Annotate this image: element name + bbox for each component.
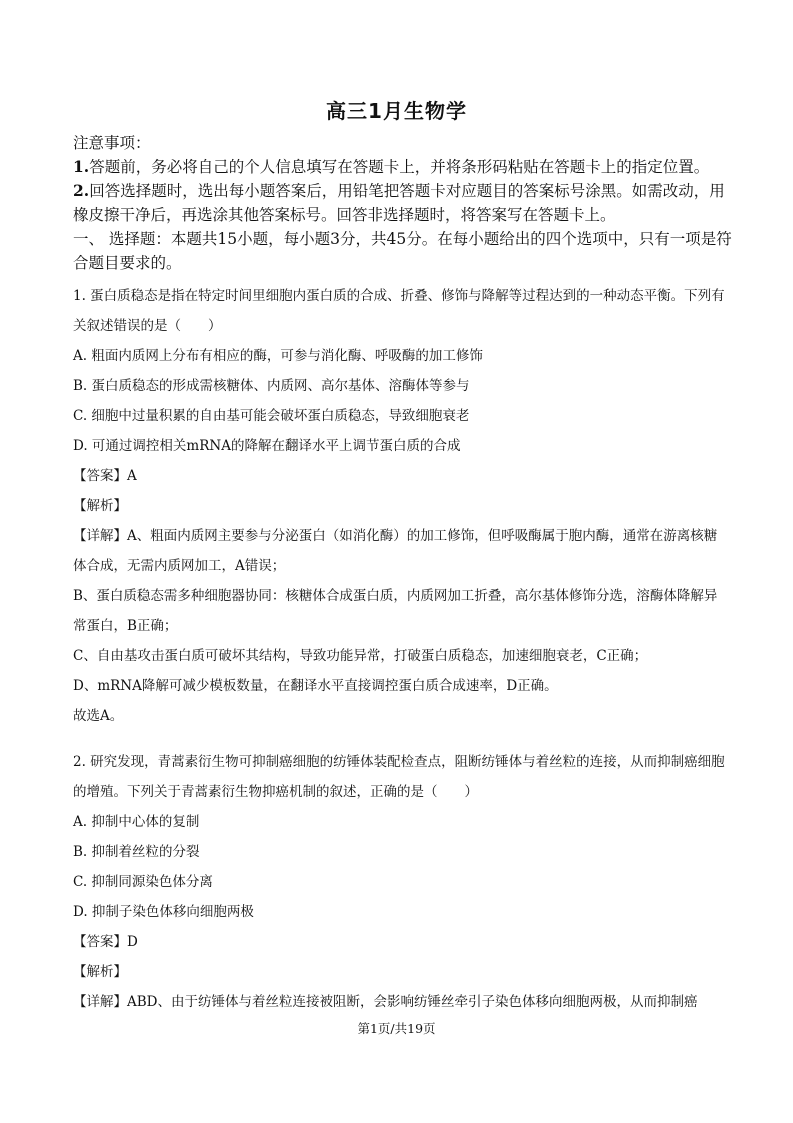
question-2 xyxy=(73,747,728,1017)
question-2-stem: 2. 研究发现，青蒿素衍生物可抑制癌细胞的纺锤体装配检查点，阻断纺锤体与着丝粒的连接，从而抑制癌细胞的增殖。下列关于青蒿素衍生物抑癌机制的叙述，正确的是（ ） xyxy=(73,754,725,800)
section-heading: 一、 选择题：本题共15小题，每小题3分，共45分。在每小题给出的四个选项中，只有一项是符合题目要求的。 xyxy=(73,230,732,272)
page-footer: 第1页/共19页 xyxy=(357,1021,436,1036)
page-title: 高三1月生物学 xyxy=(326,99,467,123)
question-1-stem: 1. 蛋白质稳态是指在特定时间里细胞内蛋白质的合成、折叠、修饰与降解等过程达到的一种动态平衡。下列有关叙述错误的是（ ） xyxy=(73,288,725,334)
question-1-answer xyxy=(73,461,728,491)
notice-item-1-text: 答题前，务必将自己的个人信息填写在答题卡上，并将条形码粘贴在答题卡上的指定位置。 xyxy=(89,158,710,176)
question-2-detail xyxy=(73,987,728,1017)
notice-item-1-num: 1. xyxy=(73,157,90,176)
question-1 xyxy=(73,281,728,731)
question-1-conclusion: 故选A。 xyxy=(73,708,124,724)
question-2-answer xyxy=(73,927,728,957)
detail-text: ABD、由于纺锤体与着丝粒连接被阻断，会影响纺锤丝牵引子染色体移向细胞两极，从而抑制癌 xyxy=(127,994,698,1010)
question-2-option-c: C. 抑制同源染色体分离 xyxy=(73,874,213,890)
notice-item-2 xyxy=(73,179,733,227)
notice-item-1 xyxy=(73,155,733,179)
notice-item-2-num: 2. xyxy=(73,181,90,200)
question-2-option-b: B. 抑制着丝粒的分裂 xyxy=(73,844,200,860)
question-1-option-a: A. 粗面内质网上分布有相应的酶，可参与消化酶、呼吸酶的加工修饰 xyxy=(73,348,483,364)
detail-tag: 【详解】 xyxy=(73,528,127,544)
question-2-option-a: A. 抑制中心体的复制 xyxy=(73,814,200,830)
detail-tag: 【详解】 xyxy=(73,994,127,1010)
question-1-detail-c: C、自由基攻击蛋白质可破坏其结构，导致功能异常，打破蛋白质稳态，加速细胞衰老，C正确； xyxy=(73,648,648,664)
notice-block xyxy=(73,131,733,275)
answer-tag: 【答案】 xyxy=(73,934,127,950)
question-1-detail xyxy=(73,521,728,581)
question-1-option-b: B. 蛋白质稳态的形成需核糖体、内质网、高尔基体、溶酶体等参与 xyxy=(73,378,470,394)
notice-heading: 注意事项： xyxy=(73,134,151,152)
answer-value: A xyxy=(127,468,137,484)
question-1-detail-d: D、mRNA降解可减少模板数量，在翻译水平直接调控蛋白质合成速率，D正确。 xyxy=(73,678,558,694)
answer-value: D xyxy=(127,934,138,950)
question-1-option-d: D. 可通过调控相关mRNA的降解在翻译水平上调节蛋白质的合成 xyxy=(73,438,461,454)
notice-item-2-text: 回答选择题时，选出每小题答案后，用铅笔把答题卡对应题目的答案标号涂黑。如需改动，用橡皮擦干净后，再选涂其他答案标号。回答非选择题时，将答案写在答题卡上。 xyxy=(73,182,725,224)
question-2-analysis-tag: 【解析】 xyxy=(73,964,127,980)
question-1-option-c: C. 细胞中过量积累的自由基可能会破坏蛋白质稳态，导致细胞衰老 xyxy=(73,408,470,424)
question-2-option-d: D. 抑制子染色体移向细胞两极 xyxy=(73,904,254,920)
question-1-detail-b: B、蛋白质稳态需多种细胞器协同：核糖体合成蛋白质，内质网加工折叠，高尔基体修饰分选，溶酶体降解异常蛋白，B正确； xyxy=(73,588,718,634)
detail-text: A、粗面内质网主要参与分泌蛋白（如消化酶）的加工修饰，但呼吸酶属于胞内酶，通常在游离核糖体合成，无需内质网加工，A错误； xyxy=(73,528,718,574)
answer-tag: 【答案】 xyxy=(73,468,127,484)
question-1-analysis-tag: 【解析】 xyxy=(73,498,127,514)
